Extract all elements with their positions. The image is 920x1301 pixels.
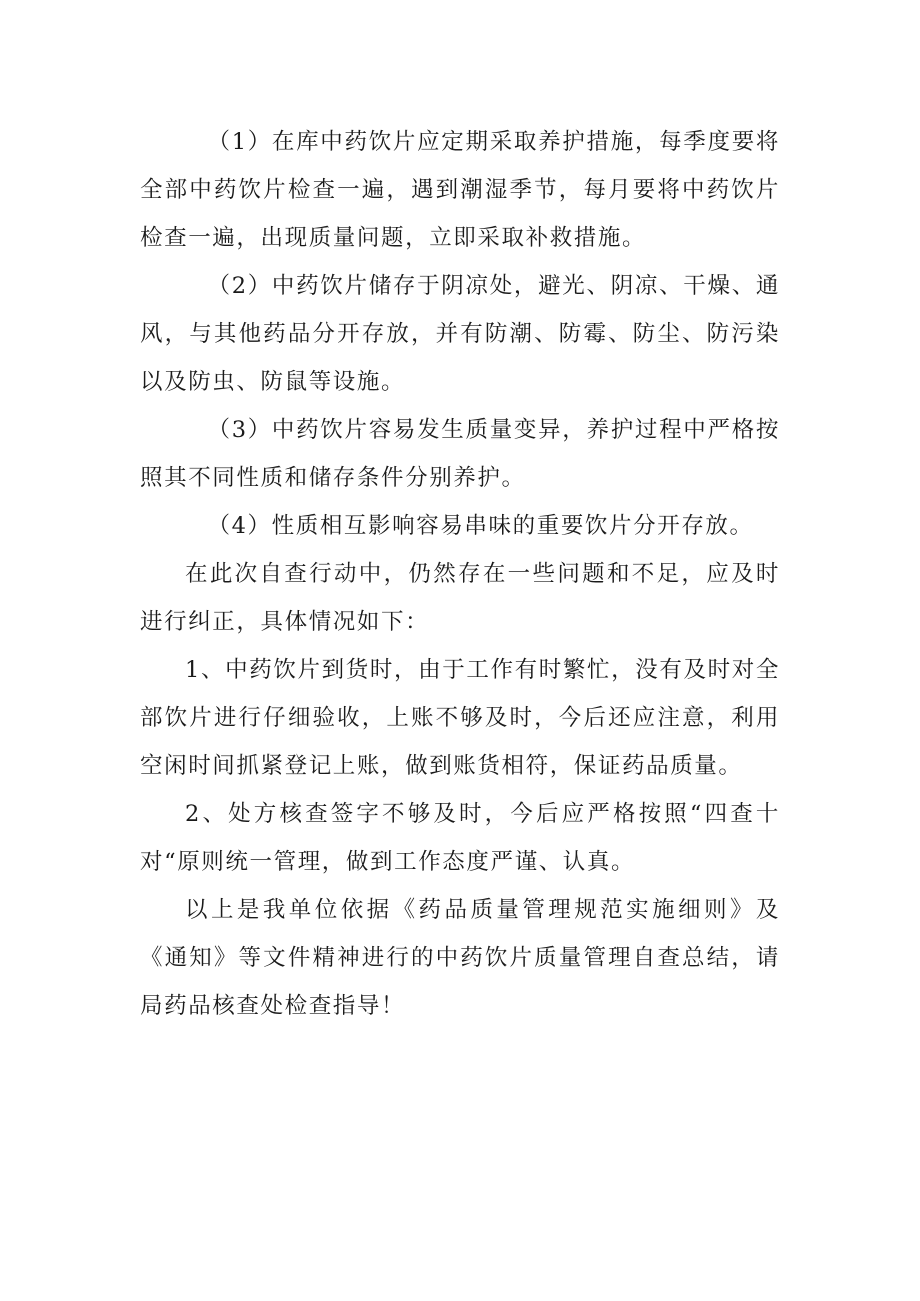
paragraph-self-check-intro: 在此次自查行动中，仍然存在一些问题和不足，应及时进行纠正，具体情况如下： (140, 561, 780, 635)
document-body (140, 118, 780, 1030)
paragraph-measure-1: （1）在库中药饮片应定期采取养护措施，每季度要将全部中药饮片检查一遍，遇到潮湿季节，每月要将中药饮片检查一遍，出现质量问题，立即采取补救措施。 (140, 129, 780, 251)
paragraph-measure-2: （2）中药饮片储存于阴凉处，避光、阴凉、干燥、通风，与其他药品分开存放，并有防潮、防霉、防尘、防污染以及防虫、防鼠等设施。 (140, 273, 780, 395)
paragraph-conclusion: 以上是我单位依据《药品质量管理规范实施细则》及《通知》等文件精神进行的中药饮片质量管理自查总结，请局药品核查处检查指导！ (140, 897, 780, 1019)
paragraph-issue-1: 1、中药饮片到货时，由于工作有时繁忙，没有及时对全部饮片进行仔细验收，上账不够及时，今后还应注意，利用空闲时间抓紧登记上账，做到账货相符，保证药品质量。 (140, 657, 780, 779)
paragraph-measure-3: （3）中药饮片容易发生质量变异，养护过程中严格按照其不同性质和储存条件分别养护。 (140, 417, 780, 491)
paragraph-issue-2: 2、处方核查签字不够及时，今后应严格按照“四查十对“原则统一管理，做到工作态度严谨、认真。 (140, 801, 780, 875)
paragraph-measure-4: （4）性质相互影响容易串味的重要饮片分开存放。 (207, 513, 754, 539)
